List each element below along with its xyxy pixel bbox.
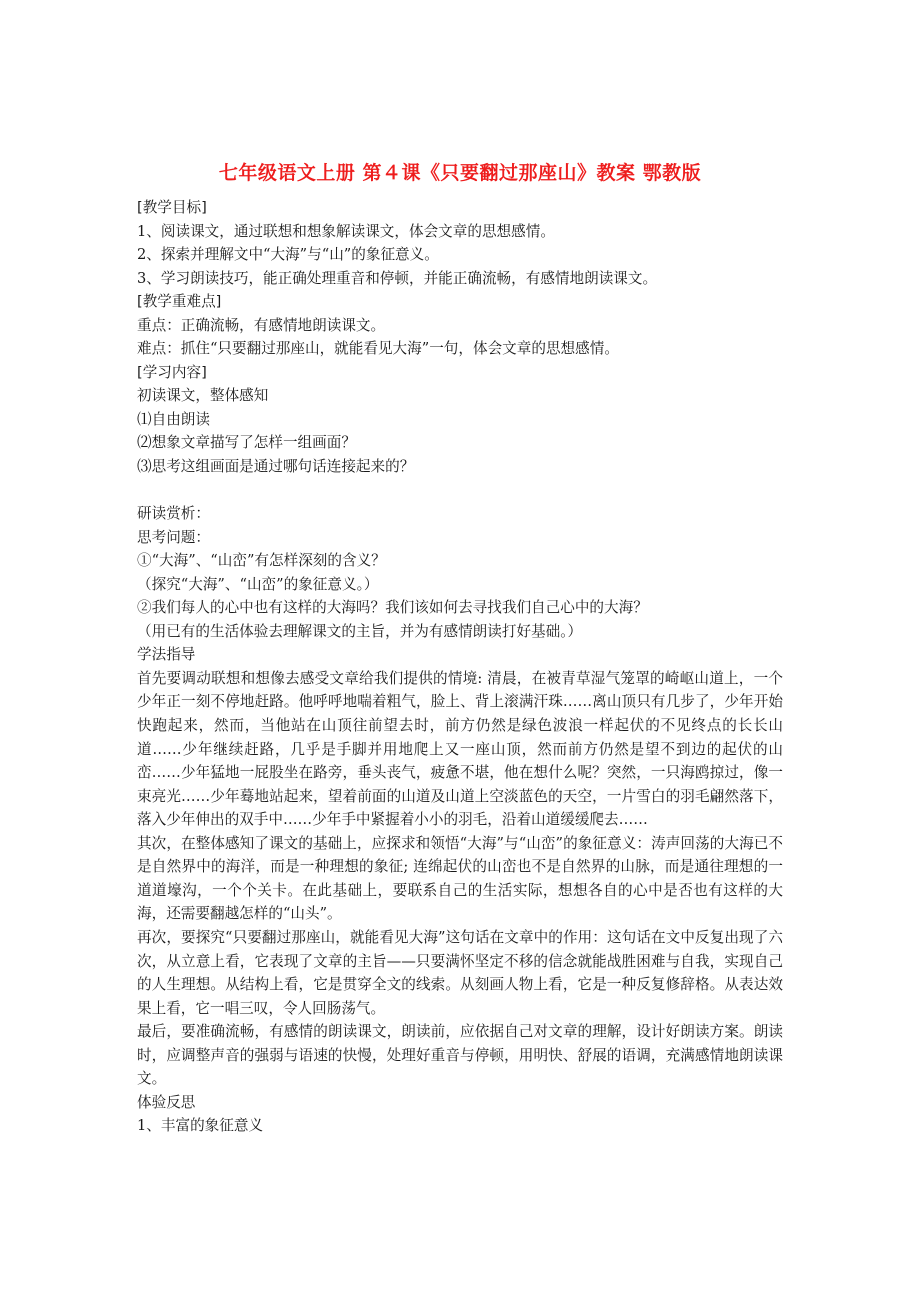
document-body [137, 196, 783, 1138]
first-reading-item: ⑶思考这组画面是通过哪句话连接起来的？ [137, 458, 415, 476]
first-reading-heading: 初读课文，整体感知 [137, 387, 269, 405]
objective-item: 3、学习朗读技巧，能正确处理重音和停顿，并能正确流畅，有感情地朗读课文。 [137, 269, 658, 287]
study-heading: 研读赏析： [137, 505, 210, 523]
first-reading-item: ⑵想象文章描写了怎样一组画面？ [137, 434, 356, 452]
section-heading-objectives: [教学目标] [137, 199, 207, 216]
method-paragraph: 最后，要准确流畅，有感情的朗读课文，朗读前，应依据自己对文章的理解，设计好朗读方案。朗读时，应调整声音的强弱与语速的快慢，处理好重音与停顿，用明快、舒展的语调，充满感情地朗读课文。 [137, 1023, 783, 1088]
method-paragraph: 其次，在整体感知了课文的基础上，应探求和领悟“大海”与“山峦”的象征意义：涛声回荡的大海已不是自然界中的海洋，而是一种理想的象征; 连绵起伏的山峦也不是自然界的山脉，而是通往理想的一道道壕沟，一个个关卡。在此基础上，要联系自己的生活实际，想想各自的心中是否也有这样的大海，还需要翻越怎样的“山头”。 [137, 834, 783, 923]
method-paragraph: 首先要调动联想和想像去感受文章给我们提供的情境: 清晨，在被青草湿气笼罩的崎岖山道上，一个少年正一刻不停地赶路。他呼呼地喘着粗气，脸上、背上滚满汗珠……离山顶只有几步了，少年开始快跑起来，然而，当他站在山顶往前望去时，前方仍然是绿色波浪一样起伏的不见终点的长长山道……少年继续赶路，几乎是手脚并用地爬上又一座山顶，然而前方仍然是望不到边的起伏的山峦……少年猛地一屁股坐在路旁，垂头丧气，疲惫不堪，他在想什么呢？突然，一只海鸥掠过，像一束亮光……少年蓦地站起来，望着前面的山道及山道上空淡蓝色的天空，一片雪白的羽毛翩然落下，落入少年伸出的双手中……少年手中紧握着小小的羽毛，沿着山道缓缓爬去…… [137, 669, 783, 829]
objective-item: 1、阅读课文，通过联想和想象解读课文，体会文章的思想感情。 [137, 222, 555, 240]
first-reading-item: ⑴自由朗读 [137, 410, 210, 428]
section-heading-content: [学习内容] [137, 363, 207, 381]
section-heading-key-points: [教学重难点] [137, 293, 222, 311]
question-note: （探究“大海”、“山峦”的象征意义。） [137, 575, 379, 593]
document-title: 七年级语文上册 第４课《只要翻过那座山》教案 鄂教版 [218, 162, 702, 184]
reflection-item: 1、丰富的象征意义 [137, 1117, 264, 1135]
method-heading: 学法指导 [137, 646, 196, 664]
reflection-heading: 体验反思 [137, 1093, 196, 1111]
questions-heading: 思考问题： [137, 528, 210, 546]
question-item: ②我们每人的心中也有这样的大海吗？我们该如何去寻找我们自己心中的大海？ [137, 599, 648, 617]
question-note: （用已有的生活体验去理解课文的主旨，并为有感情朗读打好基础。） [137, 622, 583, 640]
key-point: 重点：正确流畅，有感情地朗读课文。 [137, 316, 386, 334]
question-item: ①“大海”、“山峦”有怎样深刻的含义？ [137, 552, 386, 570]
blank-line [137, 479, 783, 503]
objective-item: 2、探索并理解文中“大海”与“山”的象征意义。 [137, 246, 439, 264]
difficult-point: 难点：抓住“只要翻过那座山，就能看见大海”一句，体会文章的思想感情。 [137, 340, 619, 358]
method-paragraph: 再次，要探究“只要翻过那座山，就能看见大海”这句话在文章中的作用：这句话在文中反复出现了六次，从立意上看，它表现了文章的主旨——只要满怀坚定不移的信念就能战胜困难与自我，实现自己的人生理想。从结构上看，它是贯穿全文的线索。从刻画人物上看，它是一种反复修辞格。从表达效果上看，它一唱三叹，令人回肠荡气。 [137, 928, 783, 1017]
